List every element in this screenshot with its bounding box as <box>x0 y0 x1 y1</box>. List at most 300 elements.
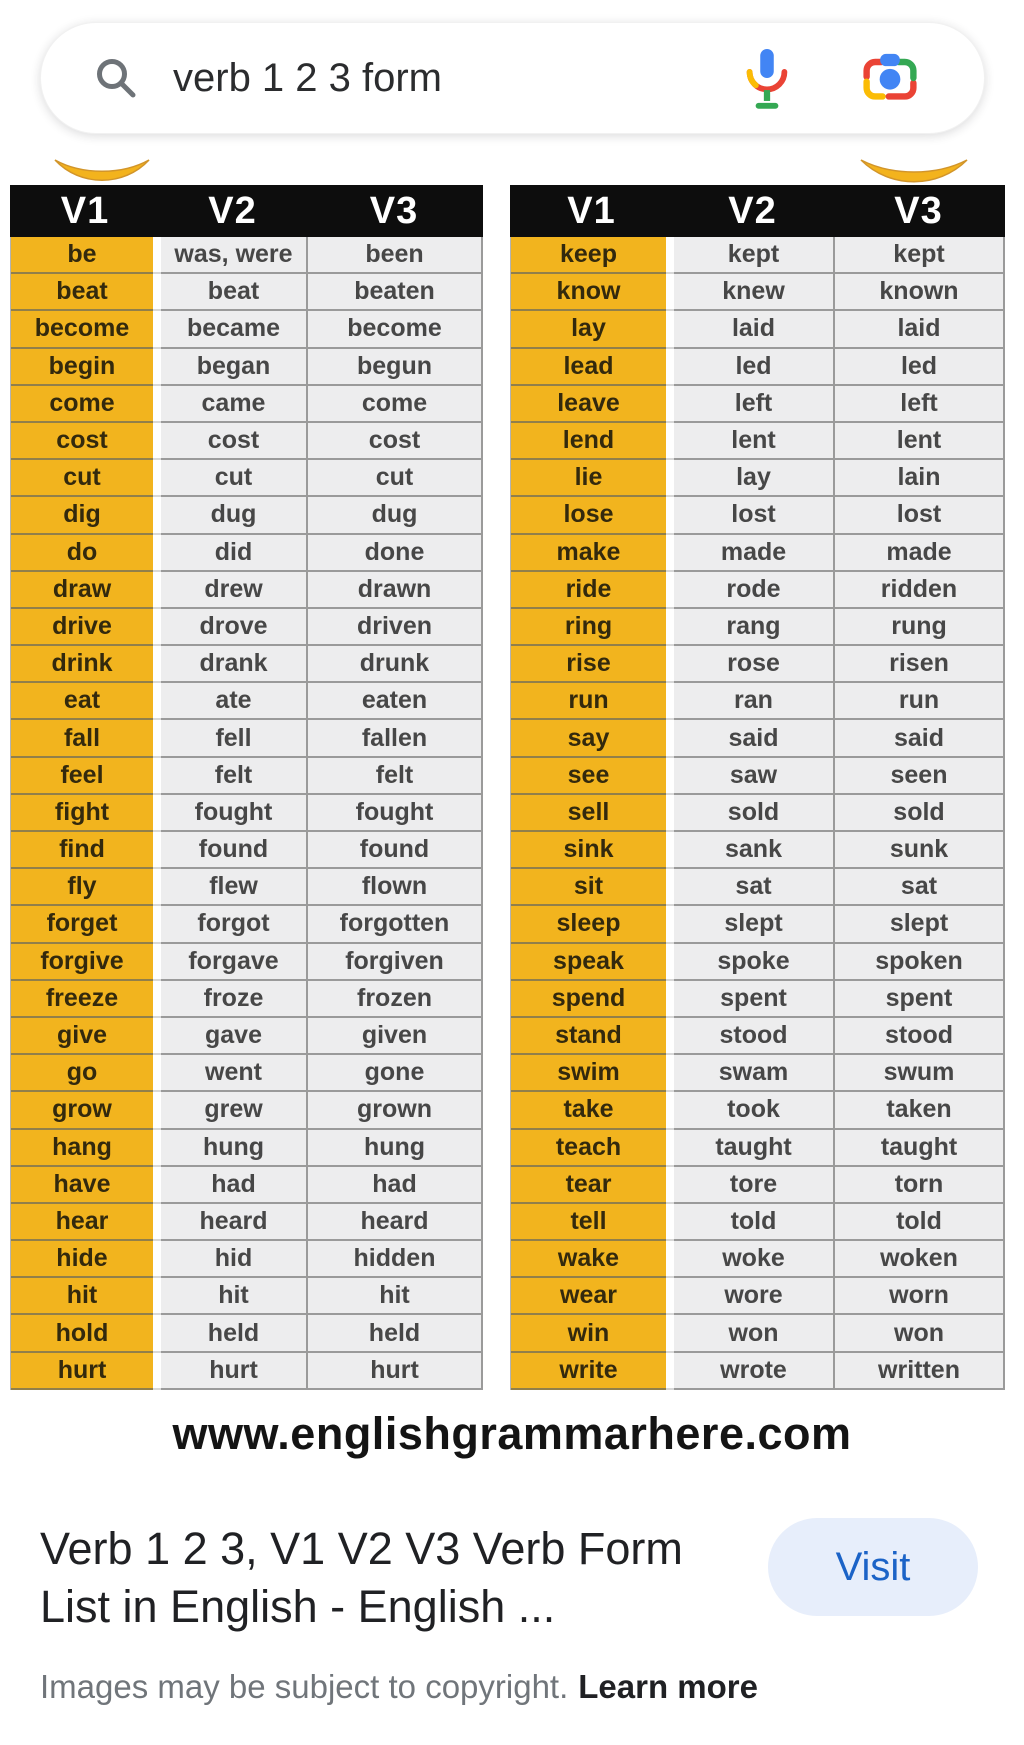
table-row <box>11 274 481 311</box>
v1-cell: lend <box>511 423 666 460</box>
table-row <box>511 460 1003 497</box>
v2-cell: dug <box>161 497 306 534</box>
v2-cell: gave <box>161 1018 306 1055</box>
v3-cell: forgotten <box>306 906 481 943</box>
v2-cell: drew <box>161 572 306 609</box>
v2-cell: cost <box>161 423 306 460</box>
column-gutter <box>153 1167 161 1204</box>
table-row <box>11 1130 481 1167</box>
column-gutter <box>153 572 161 609</box>
v3-cell: sunk <box>833 832 1003 869</box>
table-row <box>11 497 481 534</box>
v1-cell: become <box>11 311 153 348</box>
table-row <box>11 869 481 906</box>
column-gutter <box>666 1055 674 1092</box>
v1-cell: say <box>511 720 666 757</box>
header-v2: V2 <box>728 189 777 232</box>
column-gutter <box>666 944 674 981</box>
v3-cell: hidden <box>306 1241 481 1278</box>
v2-cell: rode <box>674 572 833 609</box>
column-gutter <box>153 497 161 534</box>
v2-cell: wrote <box>674 1353 833 1390</box>
v2-cell: hurt <box>161 1353 306 1390</box>
v3-cell: heard <box>306 1204 481 1241</box>
table-row <box>11 349 481 386</box>
v1-cell: take <box>511 1092 666 1129</box>
v2-cell: lost <box>674 497 833 534</box>
v3-cell: gone <box>306 1055 481 1092</box>
v3-cell: lost <box>833 497 1003 534</box>
table-row <box>511 237 1003 274</box>
v3-cell: felt <box>306 758 481 795</box>
v3-cell: led <box>833 349 1003 386</box>
v1-cell: forgive <box>11 944 153 981</box>
table-row <box>11 1204 481 1241</box>
table-row <box>511 497 1003 534</box>
right-table-header <box>510 185 1005 237</box>
v1-cell: sit <box>511 869 666 906</box>
v2-cell: rose <box>674 646 833 683</box>
v2-cell: cut <box>161 460 306 497</box>
right-table-body <box>510 237 1005 1390</box>
v3-cell: done <box>306 535 481 572</box>
v3-cell: stood <box>833 1018 1003 1055</box>
table-row <box>11 1315 481 1352</box>
v3-cell: swum <box>833 1055 1003 1092</box>
v1-cell: give <box>11 1018 153 1055</box>
table-row <box>511 944 1003 981</box>
v2-cell: slept <box>674 906 833 943</box>
v2-cell: told <box>674 1204 833 1241</box>
column-gutter <box>666 832 674 869</box>
column-gutter <box>153 1130 161 1167</box>
learn-more-link[interactable]: Learn more <box>578 1668 758 1705</box>
column-gutter <box>666 720 674 757</box>
v3-cell: forgiven <box>306 944 481 981</box>
v2-cell: stood <box>674 1018 833 1055</box>
v3-cell: written <box>833 1353 1003 1390</box>
column-gutter <box>666 646 674 683</box>
v2-cell: ate <box>161 683 306 720</box>
table-row <box>11 423 481 460</box>
v3-cell: given <box>306 1018 481 1055</box>
table-row <box>11 1278 481 1315</box>
v3-cell: lent <box>833 423 1003 460</box>
website-url: www.englishgrammarhere.com <box>172 1408 852 1459</box>
table-row <box>11 795 481 832</box>
v2-cell: found <box>161 832 306 869</box>
v3-cell: had <box>306 1167 481 1204</box>
v3-cell: lain <box>833 460 1003 497</box>
v3-cell: sold <box>833 795 1003 832</box>
v2-cell: kept <box>674 237 833 274</box>
v3-cell: ridden <box>833 572 1003 609</box>
column-gutter <box>666 758 674 795</box>
column-gutter <box>153 758 161 795</box>
column-gutter <box>666 497 674 534</box>
v1-cell: know <box>511 274 666 311</box>
v3-cell: won <box>833 1315 1003 1352</box>
v3-cell: spoken <box>833 944 1003 981</box>
table-row <box>511 349 1003 386</box>
v1-cell: fly <box>11 869 153 906</box>
result-title-line1: Verb 1 2 3, V1 V2 V3 Verb Form <box>40 1523 683 1574</box>
v2-cell: saw <box>674 758 833 795</box>
v1-cell: win <box>511 1315 666 1352</box>
v1-cell: sleep <box>511 906 666 943</box>
column-gutter <box>666 869 674 906</box>
v3-cell: hurt <box>306 1353 481 1390</box>
column-gutter <box>153 349 161 386</box>
v1-cell: write <box>511 1353 666 1390</box>
v3-cell: hung <box>306 1130 481 1167</box>
visit-button[interactable] <box>768 1518 978 1616</box>
table-row <box>11 1018 481 1055</box>
v1-cell: be <box>11 237 153 274</box>
v3-cell: come <box>306 386 481 423</box>
v2-cell: sat <box>674 869 833 906</box>
v3-cell: cost <box>306 423 481 460</box>
column-gutter <box>666 311 674 348</box>
v2-cell: hid <box>161 1241 306 1278</box>
v2-cell: ran <box>674 683 833 720</box>
v1-cell: spend <box>511 981 666 1018</box>
header-v1: V1 <box>567 189 616 232</box>
v2-cell: came <box>161 386 306 423</box>
v2-cell: began <box>161 349 306 386</box>
v3-cell: eaten <box>306 683 481 720</box>
table-row <box>511 1353 1003 1390</box>
v3-cell: drunk <box>306 646 481 683</box>
column-gutter <box>153 237 161 274</box>
v1-cell: ring <box>511 609 666 646</box>
v2-cell: laid <box>674 311 833 348</box>
v3-cell: run <box>833 683 1003 720</box>
v1-cell: rise <box>511 646 666 683</box>
column-gutter <box>153 1241 161 1278</box>
visit-button-label: Visit <box>835 1544 911 1589</box>
column-gutter <box>153 646 161 683</box>
table-row <box>11 386 481 423</box>
v3-cell: taught <box>833 1130 1003 1167</box>
column-gutter <box>153 1353 161 1390</box>
v3-cell: kept <box>833 237 1003 274</box>
v1-cell: wear <box>511 1278 666 1315</box>
table-row <box>11 646 481 683</box>
v1-cell: hit <box>11 1278 153 1315</box>
v3-cell: been <box>306 237 481 274</box>
v1-cell: go <box>11 1055 153 1092</box>
table-row <box>511 869 1003 906</box>
v3-cell: held <box>306 1315 481 1352</box>
table-row <box>11 1241 481 1278</box>
v1-cell: lay <box>511 311 666 348</box>
v2-cell: had <box>161 1167 306 1204</box>
v3-cell: taken <box>833 1092 1003 1129</box>
v2-cell: hung <box>161 1130 306 1167</box>
v1-cell: stand <box>511 1018 666 1055</box>
column-gutter <box>666 1204 674 1241</box>
v2-cell: rang <box>674 609 833 646</box>
table-row <box>511 1092 1003 1129</box>
v2-cell: flew <box>161 869 306 906</box>
v2-cell: drank <box>161 646 306 683</box>
v1-cell: tell <box>511 1204 666 1241</box>
v1-cell: eat <box>11 683 153 720</box>
v3-cell: become <box>306 311 481 348</box>
v2-cell: grew <box>161 1092 306 1129</box>
column-gutter <box>153 1315 161 1352</box>
v1-cell: fall <box>11 720 153 757</box>
table-row <box>511 1130 1003 1167</box>
table-row <box>11 832 481 869</box>
table-row <box>11 1353 481 1390</box>
v1-cell: beat <box>11 274 153 311</box>
column-gutter <box>666 386 674 423</box>
v3-cell: worn <box>833 1278 1003 1315</box>
v3-cell: slept <box>833 906 1003 943</box>
column-gutter <box>153 386 161 423</box>
v2-cell: tore <box>674 1167 833 1204</box>
table-row <box>511 423 1003 460</box>
v1-cell: tear <box>511 1167 666 1204</box>
v2-cell: said <box>674 720 833 757</box>
table-row <box>511 1278 1003 1315</box>
v3-cell: cut <box>306 460 481 497</box>
result-title-line2: List in English - English ... <box>40 1581 556 1632</box>
v2-cell: won <box>674 1315 833 1352</box>
column-gutter <box>153 535 161 572</box>
table-row <box>11 944 481 981</box>
mic-icon[interactable] <box>738 44 796 112</box>
v1-cell: lead <box>511 349 666 386</box>
column-gutter <box>153 795 161 832</box>
v1-cell: cut <box>11 460 153 497</box>
v1-cell: wake <box>511 1241 666 1278</box>
column-gutter <box>666 1353 674 1390</box>
column-gutter <box>153 460 161 497</box>
table-row <box>511 1315 1003 1352</box>
v1-cell: hang <box>11 1130 153 1167</box>
v2-cell: forgot <box>161 906 306 943</box>
v1-cell: forget <box>11 906 153 943</box>
search-input[interactable] <box>173 56 738 101</box>
v3-cell: frozen <box>306 981 481 1018</box>
left-table-header <box>10 185 483 237</box>
column-gutter <box>666 1241 674 1278</box>
table-row <box>511 832 1003 869</box>
left-table-body <box>10 237 483 1390</box>
column-gutter <box>666 274 674 311</box>
result-title <box>40 1520 760 1636</box>
v2-cell: lent <box>674 423 833 460</box>
table-row <box>11 311 481 348</box>
v1-cell: fight <box>11 795 153 832</box>
column-gutter <box>153 1055 161 1092</box>
column-gutter <box>153 981 161 1018</box>
v2-cell: knew <box>674 274 833 311</box>
column-gutter <box>666 423 674 460</box>
v1-cell: ride <box>511 572 666 609</box>
column-gutter <box>666 237 674 274</box>
v1-cell: grow <box>11 1092 153 1129</box>
v3-cell: seen <box>833 758 1003 795</box>
v1-cell: lose <box>511 497 666 534</box>
v2-cell: wore <box>674 1278 833 1315</box>
table-row <box>11 1055 481 1092</box>
v3-cell: fought <box>306 795 481 832</box>
table-row <box>511 981 1003 1018</box>
table-row <box>511 1018 1003 1055</box>
column-gutter <box>666 1018 674 1055</box>
table-row <box>11 572 481 609</box>
v3-cell: dug <box>306 497 481 534</box>
table-row <box>511 572 1003 609</box>
v1-cell: begin <box>11 349 153 386</box>
v1-cell: freeze <box>11 981 153 1018</box>
v3-cell: torn <box>833 1167 1003 1204</box>
v2-cell: fell <box>161 720 306 757</box>
v3-cell: hit <box>306 1278 481 1315</box>
table-row <box>511 795 1003 832</box>
table-row <box>511 386 1003 423</box>
v3-cell: spent <box>833 981 1003 1018</box>
v2-cell: spoke <box>674 944 833 981</box>
v3-cell: sat <box>833 869 1003 906</box>
v2-cell: was, were <box>161 237 306 274</box>
header-v1: V1 <box>60 189 110 232</box>
v1-cell: keep <box>511 237 666 274</box>
table-row <box>11 460 481 497</box>
table-row <box>11 906 481 943</box>
column-gutter <box>153 832 161 869</box>
google-lens-icon[interactable] <box>858 48 922 108</box>
v3-cell: begun <box>306 349 481 386</box>
table-row <box>511 535 1003 572</box>
table-row <box>511 646 1003 683</box>
v1-cell: see <box>511 758 666 795</box>
column-gutter <box>153 1204 161 1241</box>
v2-cell: heard <box>161 1204 306 1241</box>
column-gutter <box>666 795 674 832</box>
column-gutter <box>153 1092 161 1129</box>
v1-cell: teach <box>511 1130 666 1167</box>
column-gutter <box>666 683 674 720</box>
v2-cell: woke <box>674 1241 833 1278</box>
column-gutter <box>153 1278 161 1315</box>
v1-cell: come <box>11 386 153 423</box>
v1-cell: draw <box>11 572 153 609</box>
table-row <box>511 311 1003 348</box>
table-row <box>11 758 481 795</box>
table-row <box>511 683 1003 720</box>
header-v2: V2 <box>208 189 257 232</box>
header-v3: V3 <box>369 189 419 232</box>
v1-cell: do <box>11 535 153 572</box>
v2-cell: spent <box>674 981 833 1018</box>
v1-cell: sink <box>511 832 666 869</box>
v2-cell: held <box>161 1315 306 1352</box>
column-gutter <box>153 609 161 646</box>
v1-cell: have <box>11 1167 153 1204</box>
v2-cell: sank <box>674 832 833 869</box>
column-gutter <box>666 1278 674 1315</box>
v1-cell: run <box>511 683 666 720</box>
column-gutter <box>153 906 161 943</box>
copyright-notice: Images may be subject to copyright. <box>40 1668 569 1705</box>
v2-cell: did <box>161 535 306 572</box>
column-gutter <box>666 1130 674 1167</box>
v2-cell: left <box>674 386 833 423</box>
table-row <box>11 981 481 1018</box>
column-gutter <box>666 349 674 386</box>
v1-cell: dig <box>11 497 153 534</box>
column-gutter <box>153 944 161 981</box>
v2-cell: became <box>161 311 306 348</box>
v1-cell: leave <box>511 386 666 423</box>
v3-cell: known <box>833 274 1003 311</box>
v1-cell: drink <box>11 646 153 683</box>
v1-cell: sell <box>511 795 666 832</box>
v1-cell: hurt <box>11 1353 153 1390</box>
table-row <box>511 609 1003 646</box>
search-bar[interactable] <box>40 22 985 134</box>
table-row <box>511 1167 1003 1204</box>
table-row <box>11 535 481 572</box>
v2-cell: sold <box>674 795 833 832</box>
v1-cell: drive <box>11 609 153 646</box>
table-row <box>11 609 481 646</box>
column-gutter <box>666 1315 674 1352</box>
table-row <box>11 237 481 274</box>
table-row <box>11 1167 481 1204</box>
table-row <box>511 758 1003 795</box>
v3-cell: drawn <box>306 572 481 609</box>
v2-cell: drove <box>161 609 306 646</box>
v1-cell: lie <box>511 460 666 497</box>
table-row <box>511 1241 1003 1278</box>
v1-cell: speak <box>511 944 666 981</box>
v2-cell: hit <box>161 1278 306 1315</box>
v2-cell: led <box>674 349 833 386</box>
v2-cell: fought <box>161 795 306 832</box>
v1-cell: hide <box>11 1241 153 1278</box>
v2-cell: took <box>674 1092 833 1129</box>
v3-cell: made <box>833 535 1003 572</box>
v1-cell: make <box>511 535 666 572</box>
column-gutter <box>666 460 674 497</box>
v3-cell: risen <box>833 646 1003 683</box>
copyright-text <box>40 1668 758 1706</box>
table-row <box>11 683 481 720</box>
column-gutter <box>666 535 674 572</box>
column-gutter <box>153 1018 161 1055</box>
right-verb-table <box>510 185 1005 1390</box>
v3-cell: flown <box>306 869 481 906</box>
column-gutter <box>153 311 161 348</box>
v3-cell: laid <box>833 311 1003 348</box>
v3-cell: grown <box>306 1092 481 1129</box>
table-row <box>511 906 1003 943</box>
column-gutter <box>666 981 674 1018</box>
table-row <box>511 274 1003 311</box>
column-gutter <box>153 720 161 757</box>
table-row <box>511 720 1003 757</box>
column-gutter <box>666 609 674 646</box>
v1-cell: hold <box>11 1315 153 1352</box>
v2-cell: lay <box>674 460 833 497</box>
header-v3: V3 <box>894 189 943 232</box>
